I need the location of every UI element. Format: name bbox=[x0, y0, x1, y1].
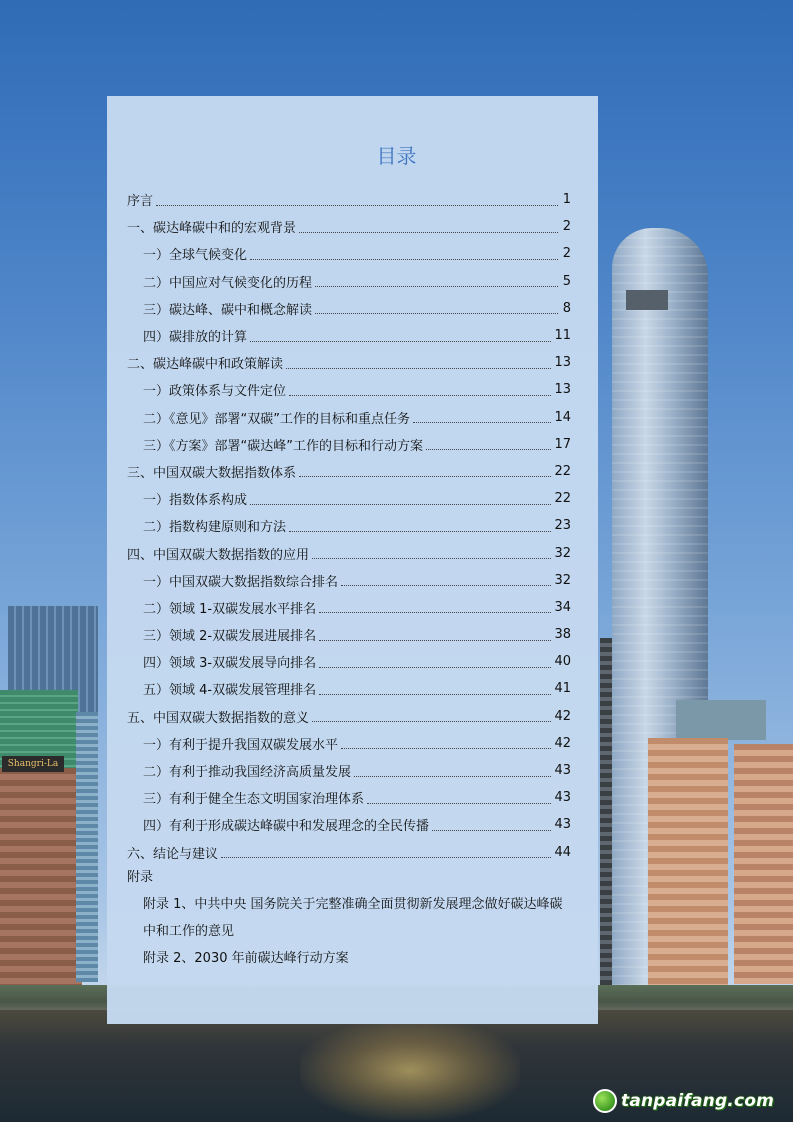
tower-crown bbox=[626, 290, 668, 310]
toc-entry[interactable] bbox=[127, 213, 571, 240]
toc-entry-label: 三）《方案》部署“碳达峰”工作的目标和行动方案 bbox=[143, 438, 423, 454]
toc-entry[interactable] bbox=[127, 839, 571, 866]
toc-leader-dots bbox=[312, 557, 551, 559]
toc-entry-page: 32 bbox=[554, 545, 571, 561]
toc-entry-page: 14 bbox=[554, 409, 571, 425]
toc-leader-dots bbox=[250, 503, 551, 505]
toc-entry-label: 一、碳达峰碳中和的宏观背景 bbox=[127, 221, 297, 237]
toc-entry[interactable] bbox=[127, 295, 571, 322]
toc-entry-page: 40 bbox=[554, 654, 571, 670]
appendix-section bbox=[127, 864, 577, 972]
sun-reflection bbox=[300, 1020, 520, 1120]
building-shangrila bbox=[0, 768, 82, 993]
toc-entry[interactable] bbox=[127, 675, 571, 702]
toc-entry-label: 四）领域 3-双碳发展导向排名 bbox=[143, 656, 317, 672]
toc-entry[interactable] bbox=[127, 539, 571, 566]
toc-entry[interactable] bbox=[127, 376, 571, 403]
toc-entry-label: 四、中国双碳大数据指数的应用 bbox=[127, 547, 310, 563]
toc-entry-page: 32 bbox=[554, 572, 571, 588]
toc-leader-dots bbox=[319, 666, 551, 668]
toc-entry[interactable] bbox=[127, 268, 571, 295]
toc-entry[interactable] bbox=[127, 594, 571, 621]
toc-leader-dots bbox=[426, 448, 551, 450]
toc-leader-dots bbox=[221, 856, 551, 858]
toc-entry-page: 22 bbox=[554, 491, 571, 507]
toc-entry-label: 一）指数体系构成 bbox=[143, 493, 248, 509]
toc-entry[interactable] bbox=[127, 703, 571, 730]
toc-entry-page: 42 bbox=[554, 735, 571, 751]
toc-entry-label: 一）中国双碳大数据指数综合排名 bbox=[143, 574, 339, 590]
toc-leader-dots bbox=[341, 747, 551, 749]
toc-entry-label: 一）政策体系与文件定位 bbox=[143, 384, 287, 400]
toc-entry[interactable] bbox=[127, 512, 571, 539]
toc-title: 目录 bbox=[376, 144, 417, 168]
toc-leader-dots bbox=[341, 584, 551, 586]
watermark bbox=[593, 1088, 774, 1114]
building-slim bbox=[76, 712, 98, 982]
toc-entry-label: 六、结论与建议 bbox=[127, 846, 219, 862]
toc-entry-page: 42 bbox=[554, 708, 571, 724]
tanpaifang-logo-icon bbox=[593, 1089, 617, 1113]
building-residential-2 bbox=[734, 744, 793, 984]
building-residential-1 bbox=[648, 738, 728, 988]
toc-entry-label: 二）中国应对气候变化的历程 bbox=[143, 275, 313, 291]
toc-entry[interactable] bbox=[127, 349, 571, 376]
appendix-heading: 附录 bbox=[127, 870, 154, 885]
toc-entry-label: 五、中国双碳大数据指数的意义 bbox=[127, 710, 310, 726]
toc-leader-dots bbox=[286, 367, 551, 369]
toc-entry[interactable] bbox=[127, 784, 571, 811]
toc-entry-label: 三）有利于健全生态文明国家治理体系 bbox=[143, 792, 365, 808]
watermark-text: tanpaifang.com bbox=[621, 1091, 775, 1111]
toc-entry-page: 38 bbox=[554, 627, 571, 643]
toc-entry-label: 三、中国双碳大数据指数体系 bbox=[127, 465, 297, 481]
toc-entry[interactable] bbox=[127, 730, 571, 757]
toc-entry-page: 43 bbox=[554, 763, 571, 779]
toc-leader-dots bbox=[299, 231, 558, 233]
toc-entry[interactable] bbox=[127, 458, 571, 485]
toc-leader-dots bbox=[250, 258, 558, 260]
toc-entry[interactable] bbox=[127, 431, 571, 458]
toc-leader-dots bbox=[432, 829, 551, 831]
toc-leader-dots bbox=[354, 775, 551, 777]
toc-entry-page: 23 bbox=[554, 518, 571, 534]
toc-entry-label: 三）领域 2-双碳发展进展排名 bbox=[143, 629, 317, 645]
building-roof bbox=[676, 700, 766, 740]
toc-entry[interactable] bbox=[127, 757, 571, 784]
shangrila-sign: Shangri-La bbox=[2, 756, 64, 772]
toc-leader-dots bbox=[289, 530, 551, 532]
toc-entry[interactable] bbox=[127, 648, 571, 675]
toc-entry[interactable] bbox=[127, 186, 571, 213]
toc-entry-page: 2 bbox=[562, 246, 571, 262]
toc-entry-page: 11 bbox=[554, 328, 571, 344]
toc-entry-label: 一）有利于提升我国双碳发展水平 bbox=[143, 737, 339, 753]
toc-entry-label: 一）全球气候变化 bbox=[143, 248, 248, 264]
toc-entry-page: 17 bbox=[554, 436, 571, 452]
toc-entry[interactable] bbox=[127, 404, 571, 431]
toc-list bbox=[127, 186, 571, 866]
toc-entry-label: 四）有利于形成碳达峰碳中和发展理念的全民传播 bbox=[143, 819, 430, 835]
toc-entry-label: 二）指数构建原则和方法 bbox=[143, 520, 287, 536]
toc-entry-label: 二）《意见》部署“双碳”工作的目标和重点任务 bbox=[143, 411, 410, 427]
toc-leader-dots bbox=[289, 394, 551, 396]
toc-entry-label: 序言 bbox=[127, 194, 154, 210]
toc-leader-dots bbox=[319, 611, 551, 613]
toc-entry[interactable] bbox=[127, 240, 571, 267]
toc-entry-page: 13 bbox=[554, 355, 571, 371]
toc-leader-dots bbox=[367, 802, 551, 804]
toc-entry-page: 44 bbox=[554, 844, 571, 860]
toc-leader-dots bbox=[299, 475, 551, 477]
appendix-item[interactable]: 附录 2、2030 年前碳达峰行动方案 bbox=[143, 951, 349, 966]
toc-entry-page: 8 bbox=[562, 300, 571, 316]
toc-entry-label: 二）有利于推动我国经济高质量发展 bbox=[143, 765, 352, 781]
toc-leader-dots bbox=[156, 204, 558, 206]
toc-entry-page: 2 bbox=[562, 219, 571, 235]
toc-entry-label: 二、碳达峰碳中和政策解读 bbox=[127, 357, 284, 373]
toc-entry-page: 5 bbox=[562, 273, 571, 289]
toc-leader-dots bbox=[315, 285, 558, 287]
appendix-item[interactable]: 附录 1、中共中央 国务院关于完整准确全面贯彻新发展理念做好碳达峰碳中和工作的意见 bbox=[143, 897, 563, 939]
toc-entry-label: 三）碳达峰、碳中和概念解读 bbox=[143, 302, 313, 318]
toc-entry-page: 43 bbox=[554, 790, 571, 806]
toc-leader-dots bbox=[413, 421, 551, 423]
toc-entry[interactable] bbox=[127, 621, 571, 648]
toc-leader-dots bbox=[319, 639, 551, 641]
toc-entry-page: 13 bbox=[554, 382, 571, 398]
toc-entry-page: 1 bbox=[562, 192, 571, 208]
toc-entry[interactable] bbox=[127, 811, 571, 838]
toc-entry-page: 22 bbox=[554, 463, 571, 479]
toc-leader-dots bbox=[319, 693, 551, 695]
toc-entry-label: 四）碳排放的计算 bbox=[143, 330, 248, 346]
toc-leader-dots bbox=[312, 720, 551, 722]
toc-entry-label: 五）领域 4-双碳发展管理排名 bbox=[143, 683, 317, 699]
toc-entry[interactable] bbox=[127, 567, 571, 594]
toc-entry-page: 34 bbox=[554, 599, 571, 615]
toc-entry-label: 二）领域 1-双碳发展水平排名 bbox=[143, 601, 317, 617]
toc-leader-dots bbox=[250, 340, 551, 342]
toc-leader-dots bbox=[315, 312, 558, 314]
toc-entry[interactable] bbox=[127, 322, 571, 349]
toc-entry-page: 43 bbox=[554, 817, 571, 833]
toc-entry-page: 41 bbox=[554, 681, 571, 697]
toc-entry[interactable] bbox=[127, 485, 571, 512]
